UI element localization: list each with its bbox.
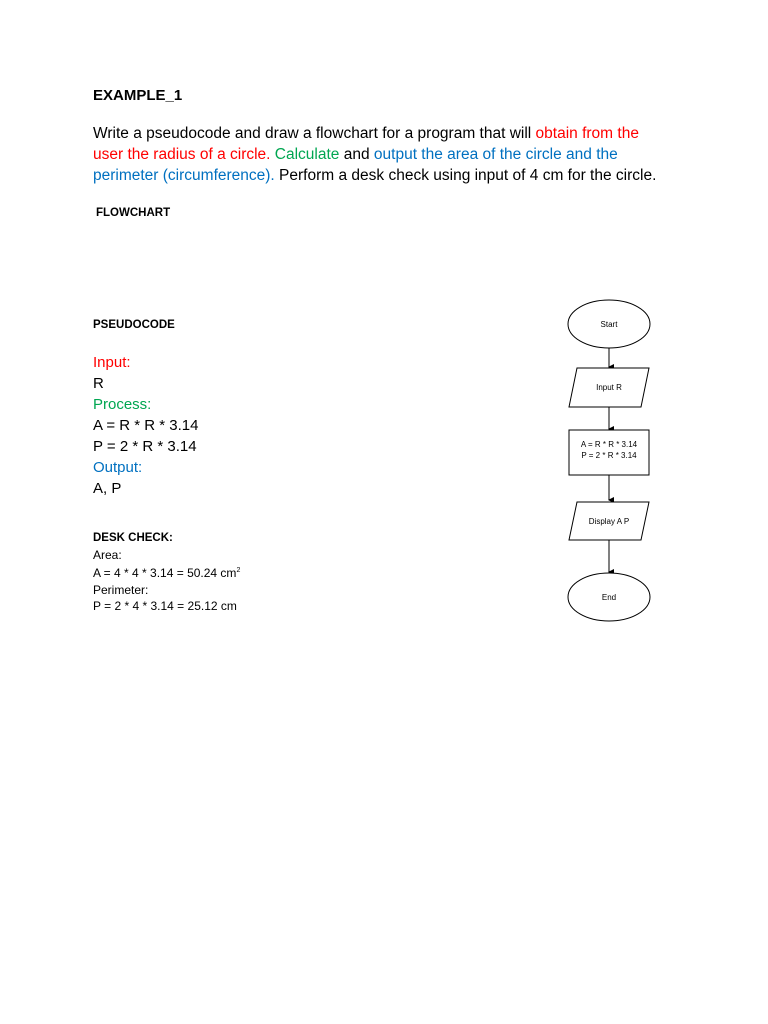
- area-calc: [93, 563, 240, 582]
- process-line-2: P = 2 * R * 3.14: [93, 438, 197, 455]
- perimeter-label: Perimeter:: [93, 582, 149, 597]
- area-unit-superscript: 2: [236, 567, 241, 574]
- page-title: EXAMPLE_1: [93, 87, 183, 104]
- output-value: A, P: [93, 480, 122, 497]
- input-shape-label: Input R: [596, 383, 622, 392]
- flowchart-diagram: [560, 290, 670, 630]
- intro-text-1: Write a pseudocode and draw a flowchart for a program that will: [93, 125, 536, 142]
- process-label: Process:: [93, 396, 152, 413]
- desk-check-block: [93, 530, 240, 615]
- start-label: Start: [600, 320, 618, 329]
- desk-check-heading: DESK CHECK:: [93, 532, 173, 544]
- process-shape-line-2: P = 2 * R * 3.14: [581, 451, 637, 460]
- process-shape-line-1: A = R * R * 3.14: [580, 440, 638, 449]
- display-shape-label: Display A P: [588, 517, 630, 526]
- area-calc-text: A = 4 * 4 * 3.14 = 50.24 cm: [93, 566, 237, 580]
- flowchart-heading: FLOWCHART: [96, 207, 171, 219]
- intro-text-7: Perform a desk check using input of 4 cm for the circle.: [274, 167, 657, 184]
- intro-text-obtain: obtain from the user the radius of a circle.: [93, 125, 639, 163]
- pseudocode-block: [93, 352, 198, 499]
- input-label: Input:: [93, 354, 131, 371]
- output-label: Output:: [93, 459, 143, 476]
- intro-text-5: and: [339, 146, 374, 163]
- pseudocode-heading: PSEUDOCODE: [93, 319, 175, 331]
- end-label: End: [601, 593, 617, 602]
- intro-text-output: output the area of the circle and the perimeter (circumference).: [93, 146, 618, 184]
- intro-paragraph: [93, 123, 673, 186]
- area-label: Area:: [93, 547, 122, 562]
- perimeter-calc: P = 2 * 4 * 3.14 = 25.12 cm: [93, 599, 237, 613]
- intro-text-calculate: Calculate: [274, 146, 340, 163]
- process-line-1: A = R * R * 3.14: [93, 417, 199, 434]
- input-value: R: [93, 375, 104, 392]
